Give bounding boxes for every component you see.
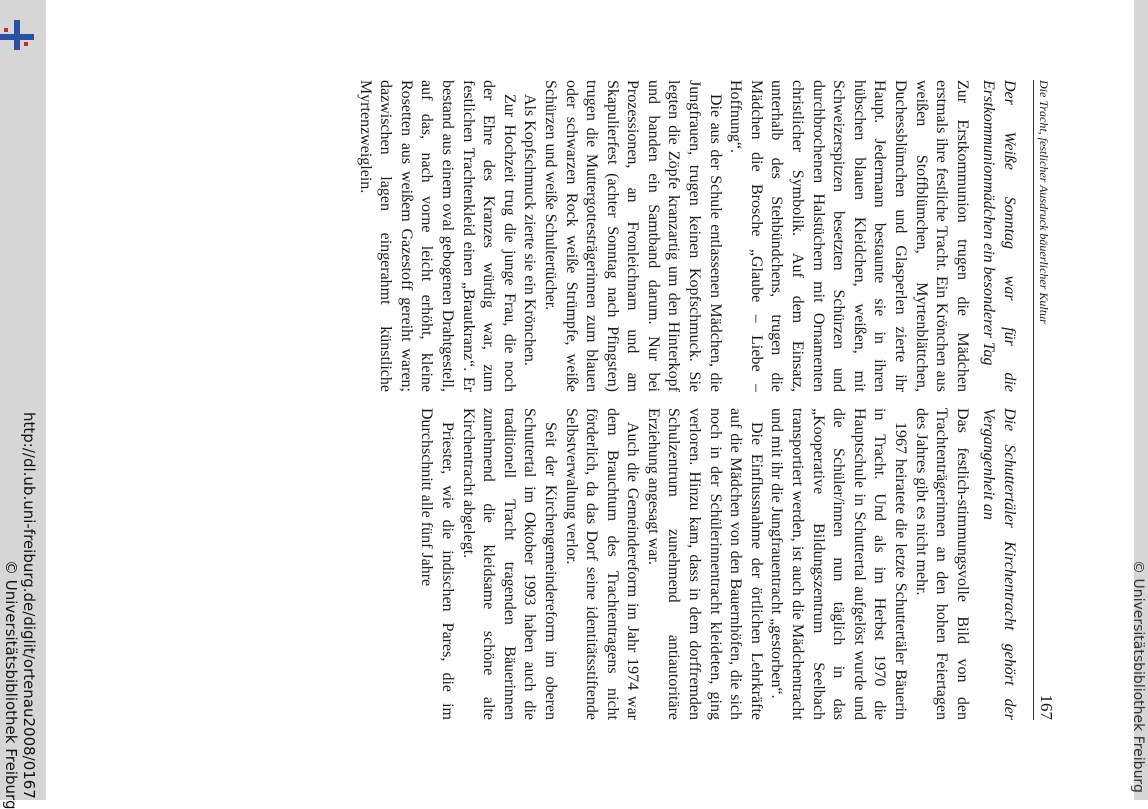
left-column <box>354 80 1019 392</box>
paragraph: Als Kopfschmuck zierte sie ein Krönchen. <box>521 94 539 366</box>
paragraph: Seit der Kirchengemeindereform im oberen Schuttertal im Oktober 1993 haben auch die traditionell Tracht tragenden Bäuerinnen zunehmend die kleidsame schöne alte Kirchentracht abgelegt. <box>459 408 559 720</box>
copyright-notice: © Universitätsbibliothek Freiburg <box>2 560 20 809</box>
scanned-page <box>356 80 1060 720</box>
paragraph: Priester, wie die indischen Pares, die im Durchschnitt alle fünf Jahre <box>418 408 456 720</box>
paragraph: Das festlich-stimmungsvolle Bild von den Trachtenträgerinnen an den hohen Feiertagen des Jahres gibt es nicht mehr. <box>912 408 971 720</box>
section-heading: Die Schuttertäler Kirchentracht gehört der Vergangenheit an <box>980 408 1018 720</box>
page-number: 167 <box>1037 694 1056 720</box>
document-url[interactable]: http://dl.ub.uni-freiburg.de/diglit/ortenau2008/0167 <box>20 412 38 799</box>
paragraph: Zur Hochzeit trug die junge Frau, die noch der Ehre des Kranzes würdig war, zum festlichen Trachtenkleid einen „Brautkranz“. Er bestand aus einem oval gebogenen Drahtgestell, auf das, nach vorne leicht erhöht, kleine Rosetten aus weißem Gazestoff gereiht waren; dazwischen lagen eingerahmt künstliche Myrtenzweiglein. <box>356 80 518 392</box>
copyright-notice-right: © Universitätsbibliothek Freiburg <box>1130 560 1146 793</box>
paragraph: 1967 heiratete die letzte Schuttertäler Bäuerin in Tracht. Und als im Herbst 1970 die Hauptschule in Schuttertal aufgelöst wurde und die Schüler/innen nun täglich in das „Kooperative Bildungszentrum Seelbach transportiert werden, ist auch die Mädchentracht und mit ihr die Jungfrauentracht „gestorben“. <box>768 408 910 720</box>
paragraph: Zur Erstkommunion trugen die Mädchen erstmals ihre festliche Tracht. Ein Krönchen aus weißen Stoffblümchen, Myrtenblättchen, Duchessblümchen und Glasperlen zierte ihr Haupt. Jedermann bestaunte sie in ihren hübschen blauen Kleidchen, weißen, mit Schweizerspitzen besetzten Schürzen und durchbrochenen Halstüchern mit Ornamenten christlicher Symbolik. Auf dem Einsatz, unterhalb des Stehbündchens, trugen die Mädchen die Brosche „Glaube – Liebe – Hoffnung“. <box>727 80 971 392</box>
paragraph: Die aus der Schule entlassenen Mädchen, die Jungfrauen, trugen keinen Kopfschmuck. Sie legten die Zöpfe kranzartig um den Hinterkopf und banden ein Samtband darum. Nur bei Prozessionen, an Fronleichnam und am Skapulierfest (achter Sonntag nach Pfingsten) trugen die Muttergottesträgerinnen zum blauen oder schwarzen Rock weiße Strümpfe, weiße Schürzen und weiße Schultertücher. <box>541 80 724 392</box>
university-logo-icon <box>0 20 40 50</box>
paragraph: Auch die Gemeindereform im Jahr 1974 war dem Brauchtum des Trachtentragens nicht förderlich, da das Dorf seine identitätsstiftende Selbstverwaltung verlor. <box>562 408 642 720</box>
right-column <box>354 408 1019 720</box>
running-title: Die Tracht, festlicher Ausdruck bäuerlicher Kultur <box>1037 80 1051 324</box>
running-header <box>1033 80 1060 720</box>
paragraph: Die Einflussnahme der örtlichen Lehrkräfte auf die Mädchen von den Bauernhöfen, die sich noch in der Schülerinnentracht kleideten, ging verloren. Hinzu kam, dass in dem dorffremden Schulzentrum zunehmend antiautoritäre Erziehung angesagt war. <box>644 408 765 720</box>
section-heading: Der Weiße Sonntag war für die Erstkommunionmädchen ein besonderer Tag <box>980 80 1018 392</box>
